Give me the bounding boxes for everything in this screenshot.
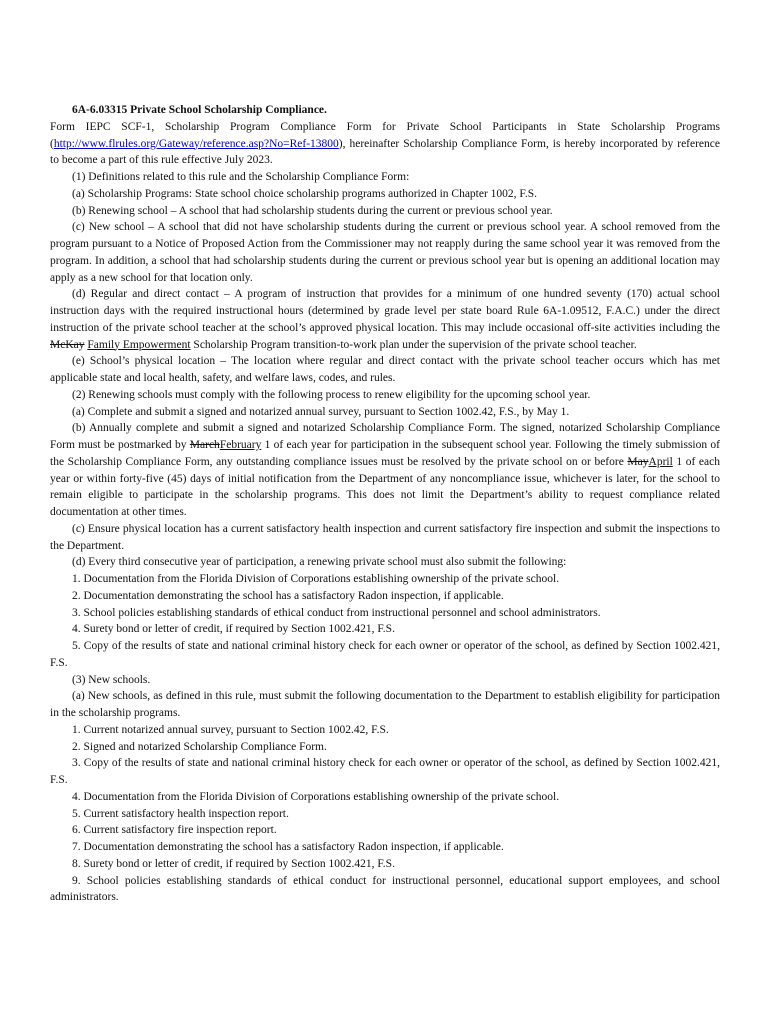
definition-b: (b) Renewing school – A school that had scholarship students during the current or previous school year. [72, 204, 553, 217]
list-item: 9. School policies establishing standards of ethical conduct for instructional personnel, educational support employees, and school administrators. [50, 874, 720, 904]
definition-c: (c) New school – A school that did not have scholarship students during the current or previous school year. A school removed from the program pursuant to a Notice of Proposed Action from the Commissioner may not reapply during the same school year it was removed from the program. In addition, a school that had scholarship students during the current or previous school year but is opening an additional location may apply as a new school for that location only. [50, 221, 720, 284]
section-2-c: (c) Ensure physical location has a current satisfactory health inspection and current satisfactory fire inspection and submit the inspections to the Department. [50, 522, 720, 552]
list-item: 1. Current notarized annual survey, pursuant to Section 1002.42, F.S. [72, 723, 389, 736]
list-item: 4. Surety bond or letter of credit, if required by Section 1002.421, F.S. [72, 623, 395, 636]
section-3-a: (a) New schools, as defined in this rule, must submit the following documentation to the Department to establish eligibility for participation in the scholarship programs. [50, 690, 720, 719]
definition-e: (e) School’s physical location – The location where regular and direct contact with the private school teacher occurs which has met applicable state and local health, safety, and welfare laws, codes, and rules. [50, 355, 720, 384]
section-2-a: (a) Complete and submit a signed and notarized annual survey, pursuant to Section 1002.42, F.S., by May 1. [72, 405, 570, 418]
inserted-text: April [648, 455, 673, 468]
section-1-heading: (1) Definitions related to this rule and the Scholarship Compliance Form: [72, 171, 410, 183]
definition-d-text-post: Scholarship Program transition-to-work plan under the supervision of the private school teacher. [190, 338, 637, 351]
intro-text-post: ), hereinafter Scholarship Compliance Form, is hereby incorporated by reference to become a part of this rule effective July 2023. [50, 137, 720, 167]
definition-a: (a) Scholarship Programs: State school choice scholarship programs authorized in Chapter 1002, F.S. [72, 187, 538, 200]
section-2-b [50, 420, 720, 521]
inserted-text: Family Empowerment [87, 338, 191, 351]
definition-d-text-pre: (d) Regular and direct contact – A program of instruction that provides for a minimum of one hundred seventy (170) actual school instruction days with the required instructional hours (determined by grade level per state board Rule 6A-1.09512, F.A.C.) under the direct instruction of the private school teacher at the school’s approved physical location. This may include occasional off-site activities including the [50, 288, 720, 334]
list-item: 5. Current satisfactory health inspection report. [72, 807, 289, 820]
definition-d [50, 286, 720, 353]
rule-title: 6A-6.03315 Private School Scholarship Compliance. [72, 104, 327, 116]
list-item: 2. Signed and notarized Scholarship Compliance Form. [72, 740, 327, 753]
section-2-b-text-1: (b) Annually complete and submit a signed and notarized Scholarship Compliance Form. The signed, notarized Scholarship Compliance Form must be postmarked by [50, 422, 720, 451]
section-3-heading: (3) New schools. [72, 673, 151, 686]
list-item: 6. Current satisfactory fire inspection report. [72, 824, 277, 837]
form-reference-link[interactable]: http://www.flrules.org/Gateway/reference.asp?No=Ref-13800 [53, 137, 339, 150]
deleted-text: May [627, 455, 649, 468]
list-item: 4. Documentation from the Florida Division of Corporations establishing ownership of the private school. [72, 790, 560, 803]
section-2-d: (d) Every third consecutive year of participation, a renewing private school must also submit the following: [72, 556, 567, 569]
deleted-text: McKay [50, 338, 85, 351]
list-item: 5. Copy of the results of state and national criminal history check for each owner or operator of the school, as defined by Section 1002.421, F.S. [50, 640, 720, 669]
intro-text-pre: Form IEPC SCF-1, Scholarship Program Compliance Form for Private School Participants in State Scholarship Programs ( [50, 120, 720, 150]
list-item: 7. Documentation demonstrating the school has a satisfactory Radon inspection, if applicable. [72, 841, 504, 853]
list-item: 3. Copy of the results of state and national criminal history check for each owner or operator of the school, as defined by Section 1002.421, F.S. [50, 757, 720, 786]
section-2-b-text-2: 1 of each year for participation in the subsequent school year. Following the timely submission of the Scholarship Compliance Form, any outstanding compliance issues must be resolved by the private school on or before [50, 439, 721, 468]
list-item: 3. School policies establishing standards of ethical conduct from instructional personnel and school administrators. [72, 606, 601, 619]
intro-paragraph [50, 119, 720, 169]
section-2-b-text-3: 1 of each year or within forty-five (45) days of initial notification from the Department of any noncompliance issue, whichever is later, for the school to remain eligible to participate in the scholarship programs. This does not limit the Department’s ability to request compliance related documentation at other times. [50, 455, 720, 518]
list-item: 2. Documentation demonstrating the school has a satisfactory Radon inspection, if applicable. [72, 589, 504, 602]
deleted-text: March [189, 439, 220, 451]
inserted-text: February [219, 439, 262, 451]
list-item: 8. Surety bond or letter of credit, if required by Section 1002.421, F.S. [72, 857, 395, 870]
section-2-heading: (2) Renewing schools must comply with the following process to renew eligibility for the upcoming school year. [72, 388, 591, 401]
list-item: 1. Documentation from the Florida Division of Corporations establishing ownership of the private school. [72, 573, 560, 585]
